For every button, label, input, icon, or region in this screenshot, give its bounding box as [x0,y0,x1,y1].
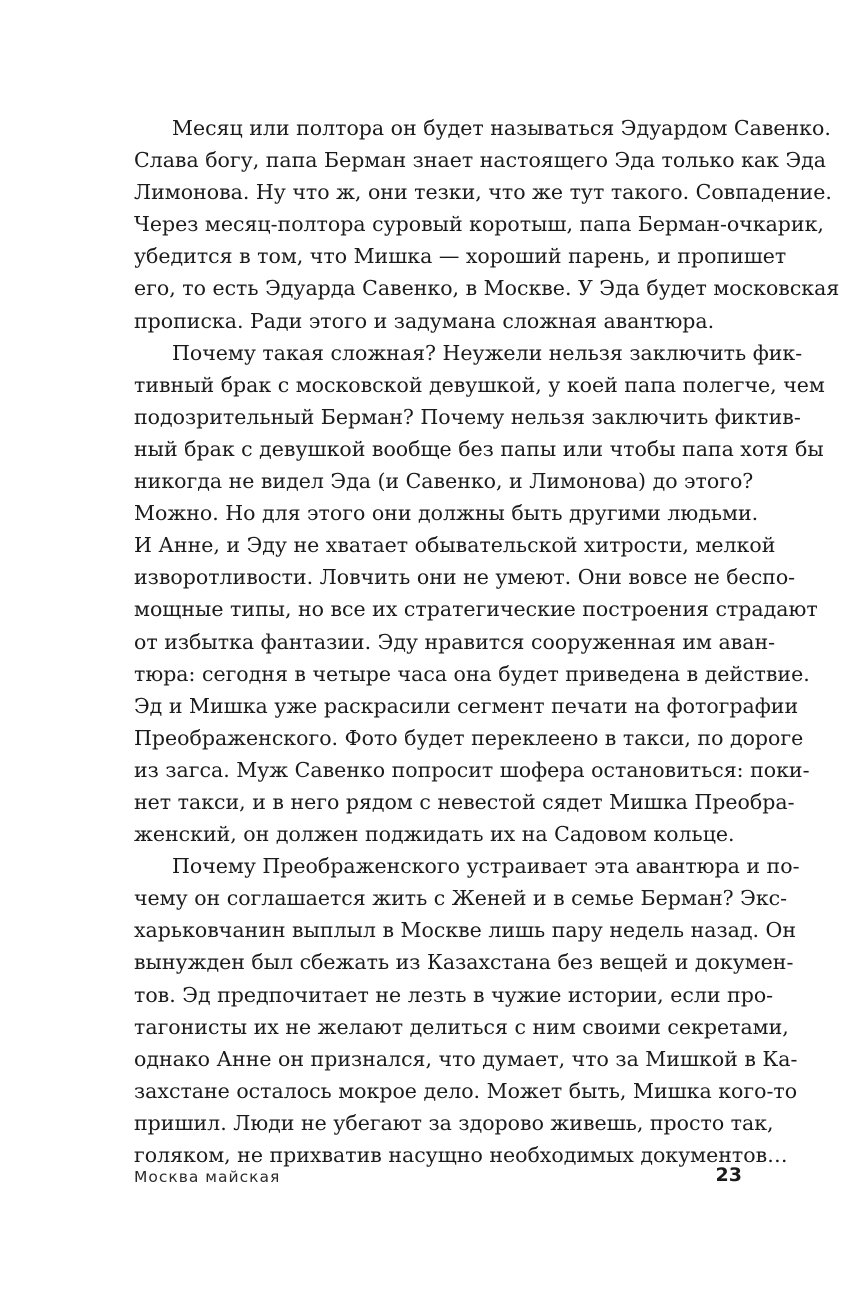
text-line: убедится в том, что Мишка — хороший парень, и пропишет [134,244,787,269]
text-line: захстане осталось мокрое дело. Может быть, Мишка кого-то [134,1078,798,1103]
text-line: женский, он должен поджидать их на Садовом кольце. [134,822,735,847]
text-line: харьковчанин выплыл в Москве лишь пару недель назад. Он [134,918,796,943]
text-line: вынужден был сбежать из Казахстана без вещей и докумен- [134,950,794,975]
page-number: 23 [715,1164,742,1186]
text-line: из загса. Муж Савенко попросит шофера остановиться: поки- [134,757,810,782]
text-line: подозрительный Берман? Почему нельзя заключить фиктив- [134,404,801,429]
text-line: тагонисты их не желают делиться с ним своими секретами, [134,1014,789,1039]
text-line: прописка. Ради этого и задумана сложная авантюра. [134,308,715,333]
running-title: Москва майская [134,1168,281,1186]
paragraph-1 [134,112,840,337]
text-line: Почему Преображенского устраивает эта авантюра и по- [172,854,800,879]
text-line: чему он соглашается жить с Женей и в семье Берман? Экс- [134,886,788,911]
text-line: Месяц или полтора он будет называться Эдуардом Савенко. [172,116,831,140]
text-line: Можно. Но для этого они должны быть другими людьми. [134,501,759,526]
text-line: Лимонова. Ну что ж, они тезки, что же тут такого. Совпадение. [134,180,832,205]
text-line: Почему такая сложная? Неужели нельзя заключить фик- [172,340,803,365]
text-line: мощные типы, но все их стратегические построения страдают [134,597,818,622]
text-line: тюра: сегодня в четыре часа она будет приведена в действие. [134,661,810,686]
text-line: пришил. Люди не убегают за здорово живешь, просто так, [134,1110,774,1135]
text-line: Через месяц-полтора суровый коротыш, папа Берман-очкарик, [134,212,824,237]
text-line: его, то есть Эдуарда Савенко, в Москве. У Эда будет московская [134,276,840,301]
text-line: от избытка фантазии. Эду нравится сооруженная им аван- [134,629,776,654]
text-line: тов. Эд предпочитает не лезть в чужие истории, если про- [134,982,774,1007]
text-line: голяком, не прихватив насущно необходимых документов… [134,1143,788,1167]
text-line: И Анне, и Эду не хватает обывательской хитрости, мелкой [134,533,776,558]
text-line: Эд и Мишка уже раскрасили сегмент печати на фотографии [134,693,799,718]
text-line: никогда не видел Эда (и Савенко, и Лимонова) до этого? [134,469,754,494]
text-line: нет такси, и в него рядом с невестой сядет Мишка Преобра- [134,789,795,814]
text-line: Преображенского. Фото будет переклеено в такси, по дороге [134,725,804,750]
paragraph-2 [134,337,825,851]
text-line: тивный брак с московской девушкой, у коей папа полегче, чем [134,372,825,397]
text-line: ный брак с девушкой вообще без папы или чтобы папа хотя бы [134,436,824,461]
body-text [134,112,840,1171]
text-line: Слава богу, папа Берман знает настоящего Эда только как Эда [134,148,826,173]
paragraph-3 [134,850,800,1171]
text-line: изворотливости. Ловчить они не умеют. Они вовсе не беспо- [134,565,796,590]
text-line: однако Анне он признался, что думает, что за Мишкой в Ка- [134,1046,798,1071]
